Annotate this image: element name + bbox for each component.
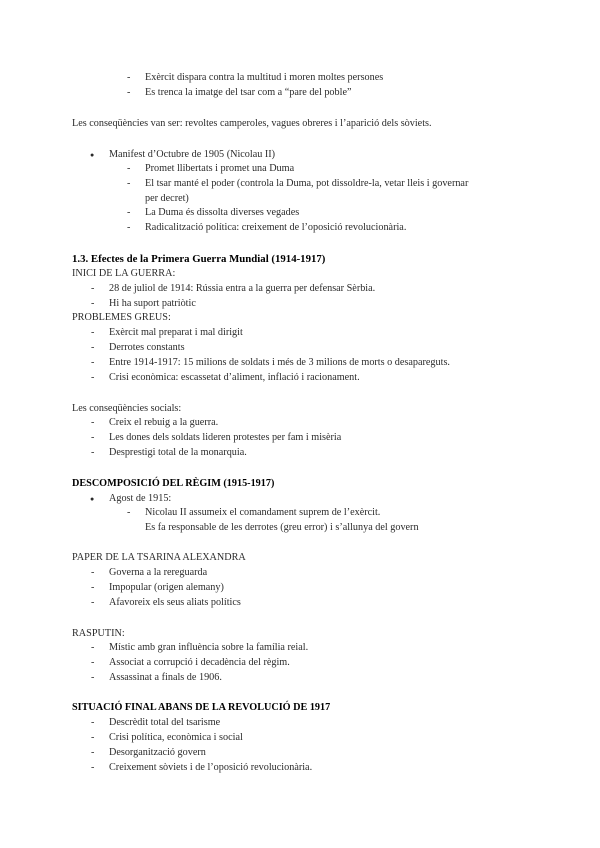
list-item: - Nicolau II assumeix el comandament suprem de l’exèrcit. <box>145 506 380 520</box>
subsection-label: Les conseqüències socials: <box>72 403 182 414</box>
list-item-continuation: per decret) <box>145 193 189 204</box>
list-item: - Derrotes constants <box>109 341 185 355</box>
list-item: - El tsar manté el poder (controla la Duma, pot dissoldre-la, vetar lleis i governar <box>145 177 468 191</box>
list-item: - Es trenca la imatge del tsar com a “pare del poble” <box>145 86 351 100</box>
list-item-continuation: Es fa responsable de les derrotes (greu error) i s’allunya del govern <box>145 522 419 533</box>
list-item: - Descrèdit total del tsarisme <box>109 716 220 730</box>
list-item: - Desprestigi total de la monarquia. <box>109 446 247 460</box>
list-item: - Desorganització govern <box>109 746 206 760</box>
bullet-date: ● Agost de 1915: <box>109 492 171 506</box>
list-item: - Associat a corrupció i decadència del règim. <box>109 656 290 670</box>
list-item: - Impopular (origen alemany) <box>109 581 224 595</box>
list-item: - Assassinat a finals de 1906. <box>109 671 222 685</box>
consequences-paragraph: Les conseqüències van ser: revoltes camperoles, vagues obreres i l’aparició dels sòviets. <box>72 118 432 129</box>
list-item: - Crisi política, econòmica i social <box>109 731 243 745</box>
subsection-label: PAPER DE LA TSARINA ALEXANDRA <box>72 552 246 563</box>
list-item: - La Duma és dissolta diverses vegades <box>145 206 299 220</box>
subsection-label: RASPUTIN: <box>72 628 125 639</box>
section-heading: SITUACIÓ FINAL ABANS DE LA REVOLUCIÓ DE 1917 <box>72 702 331 713</box>
list-item: - Entre 1914-1917: 15 milions de soldats i més de 3 milions de morts o desapareguts. <box>109 356 450 370</box>
section-heading: DESCOMPOSICIÓ DEL RÈGIM (1915-1917) <box>72 478 275 489</box>
list-item: - Radicalització política: creixement de l’oposició revolucionària. <box>145 221 406 235</box>
list-item: - Afavoreix els seus aliats polítics <box>109 596 241 610</box>
list-item: - Exèrcit dispara contra la multitud i moren moltes persones <box>145 71 383 85</box>
section-heading: 1.3. Efectes de la Primera Guerra Mundial (1914-1917) <box>72 253 326 265</box>
list-item: - Creix el rebuig a la guerra. <box>109 416 218 430</box>
list-item: - Promet llibertats i promet una Duma <box>145 162 294 176</box>
list-item: - Crisi econòmica: escassetat d’aliment, inflació i racionament. <box>109 371 360 385</box>
list-item: - 28 de juliol de 1914: Rússia entra a la guerra per defensar Sèrbia. <box>109 282 375 296</box>
subsection-label: PROBLEMES GREUS: <box>72 312 171 323</box>
list-item: - Creixement sòviets i de l’oposició revolucionària. <box>109 761 312 775</box>
list-item: - Les dones dels soldats lideren protestes per fam i misèria <box>109 431 341 445</box>
subsection-label: INICI DE LA GUERRA: <box>72 268 176 279</box>
bullet-manifest: ● Manifest d’Octubre de 1905 (Nicolau II) <box>109 148 275 162</box>
list-item: - Governa a la rereguarda <box>109 566 207 580</box>
list-item: - Exèrcit mal preparat i mal dirigit <box>109 326 243 340</box>
list-item: - Místic amb gran influència sobre la família reial. <box>109 641 308 655</box>
list-item: - Hi ha suport patriòtic <box>109 297 196 311</box>
